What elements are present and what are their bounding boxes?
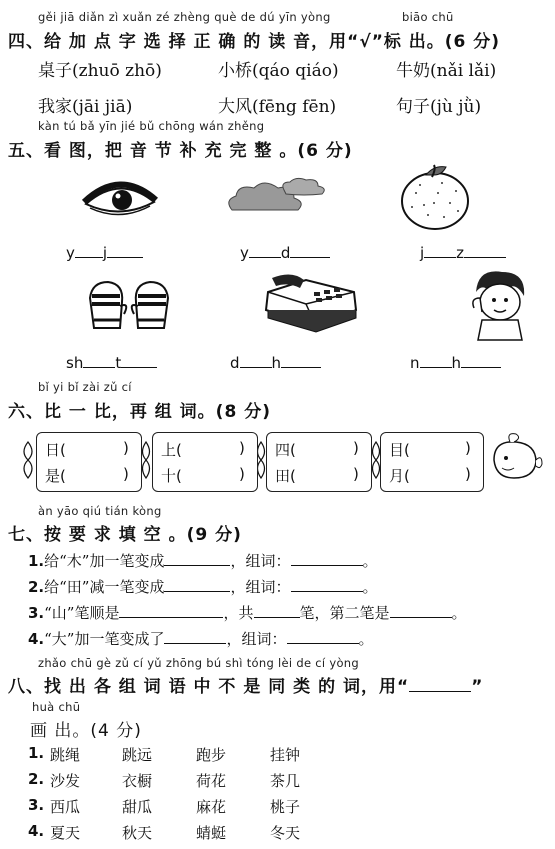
cloud-icon (224, 176, 334, 218)
s6-title: 六、比 一 比，再 组 词。(8 分) (8, 402, 271, 422)
s8-word[interactable]: 衣橱 (122, 772, 153, 790)
s8-word[interactable]: 西瓜 (50, 798, 81, 816)
s8-word[interactable]: 甜瓜 (122, 798, 153, 816)
compare-close: ) (123, 465, 129, 483)
orange-icon (398, 163, 472, 231)
compare-box-3 (266, 432, 372, 492)
s5-r2-blank-3[interactable]: n h (410, 353, 501, 372)
s5-r1-blank-1[interactable]: y j (66, 243, 143, 262)
compare-box-2 (152, 432, 258, 492)
boy-icon (468, 268, 530, 342)
s8-title-2: 画 出。(4 分) (30, 721, 142, 741)
s5-r2-blank-2[interactable]: d h (230, 353, 321, 372)
s8-word[interactable]: 跳远 (122, 746, 153, 764)
s8-word[interactable]: 冬天 (270, 824, 301, 842)
s5-title: 五、看 图，把 音 节 补 充 完 整 。(6 分) (8, 141, 353, 161)
leaf-icon (18, 440, 38, 480)
compare-3-top[interactable]: 四( (275, 441, 296, 459)
s7-line-3[interactable]: 3.“山”笔顺是 ，共 笔，第二笔是 。 (28, 604, 467, 622)
s4-pinyin-2: biāo chū (402, 10, 454, 24)
s8-title: 八、找 出 各 组 词 语 中 不 是 同 类 的 词，用“ ” (8, 677, 484, 697)
s8-word[interactable]: 夏天 (50, 824, 81, 842)
compare-box-1 (36, 432, 142, 492)
s4-item-3[interactable]: 牛奶(nǎi lǎi) (396, 61, 497, 81)
eye-icon (80, 172, 160, 224)
s8-word[interactable]: 沙发 (50, 772, 81, 790)
s8-row-3: 3. 西瓜 甜瓜 麻花 桃子 (28, 796, 301, 816)
s5-r2-blank-1[interactable]: sh t (66, 353, 157, 372)
s4-item-6[interactable]: 句子(jù jǜ) (396, 97, 482, 117)
s4-item-5[interactable]: 大风(fēng fēn) (218, 97, 337, 117)
s4-title: 四、给 加 点 字 选 择 正 确 的 读 音，用“√”标 出。(6 分) (8, 32, 501, 52)
mittens-icon (84, 276, 174, 334)
s4-item-1[interactable]: 桌子(zhuō zhō) (38, 61, 162, 81)
compare-close: ) (123, 439, 129, 457)
s8-word[interactable]: 跑步 (196, 746, 227, 764)
s6-pinyin: bǐ yi bǐ zài zǔ cí (38, 380, 132, 394)
s8-pinyin: zhǎo chū gè zǔ cí yǔ zhōng bú shì tóng lèi de cí yòng (38, 656, 359, 670)
compare-box-4 (380, 432, 484, 492)
s7-line-2[interactable]: 2.给“田”减一笔变成 ，组词： 。 (28, 578, 378, 596)
s7-pinyin: àn yāo qiú tián kòng (38, 504, 162, 518)
compare-close: ) (465, 465, 471, 483)
s5-pinyin: kàn tú bǎ yīn jié bǔ chōng wán zhěng (38, 119, 265, 133)
whale-icon (488, 430, 544, 484)
s4-item-2[interactable]: 小桥(qáo qiáo) (218, 61, 339, 81)
compare-4-top[interactable]: 目( (389, 441, 410, 459)
compare-close: ) (465, 439, 471, 457)
compare-2-top[interactable]: 上( (161, 441, 182, 459)
s5-r1-blank-2[interactable]: y d (240, 243, 330, 262)
telephone-icon (262, 270, 358, 336)
s7-line-1[interactable]: 1.给“木”加一笔变成 ，组词： 。 (28, 552, 378, 570)
compare-3-bottom[interactable]: 田( (275, 467, 296, 485)
compare-4-bottom[interactable]: 月( (389, 467, 410, 485)
s8-word[interactable]: 茶几 (270, 772, 301, 790)
compare-close: ) (353, 439, 359, 457)
s8-row-2: 2. 沙发 衣橱 荷花 茶几 (28, 770, 301, 790)
s8-pinyin-2: huà chū (32, 700, 81, 714)
s8-word[interactable]: 挂钟 (270, 746, 301, 764)
s7-title: 七、按 要 求 填 空 。(9 分) (8, 525, 242, 545)
compare-close: ) (239, 439, 245, 457)
s8-word[interactable]: 蜻蜓 (196, 824, 227, 842)
s5-r1-blank-3[interactable]: j z (420, 243, 506, 262)
compare-1-top[interactable]: 日( (45, 441, 66, 459)
s8-row-4: 4. 夏天 秋天 蜻蜓 冬天 (28, 822, 301, 842)
s4-item-4[interactable]: 我家(jāi jiā) (38, 97, 133, 117)
s7-line-4[interactable]: 4.“大”加一笔变成了 ，组词： 。 (28, 630, 374, 648)
s8-word[interactable]: 跳绳 (50, 746, 81, 764)
s8-word[interactable]: 桃子 (270, 798, 301, 816)
compare-2-bottom[interactable]: 十( (161, 467, 182, 485)
compare-close: ) (239, 465, 245, 483)
s8-word[interactable]: 荷花 (196, 772, 227, 790)
s8-row-1: 1. 跳绳 跳远 跑步 挂钟 (28, 744, 301, 764)
s4-pinyin: gěi jiā diǎn zì xuǎn zé zhèng què de dú yīn yòng (38, 10, 331, 24)
compare-1-bottom[interactable]: 是( (45, 467, 66, 485)
compare-close: ) (353, 465, 359, 483)
s8-word[interactable]: 麻花 (196, 798, 227, 816)
s8-word[interactable]: 秋天 (122, 824, 153, 842)
